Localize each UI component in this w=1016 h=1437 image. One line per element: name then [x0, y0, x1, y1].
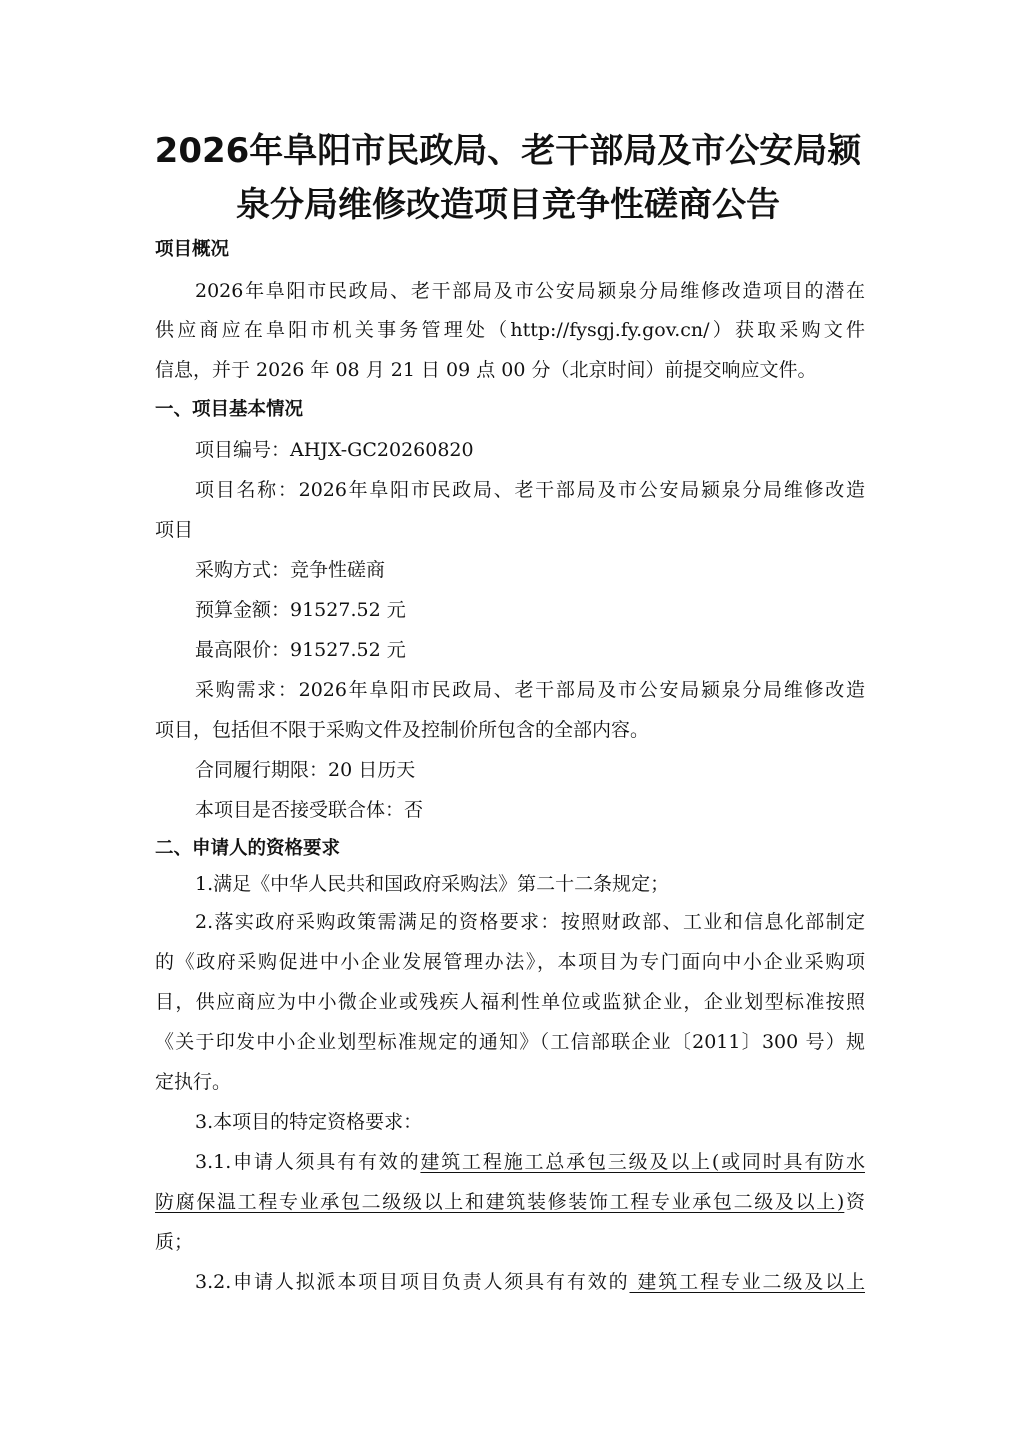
qualification-item-2-line-5: 定执行。 [155, 1071, 232, 1093]
project-number: 项目编号：AHJX-GC20260820 [195, 439, 474, 461]
qualification-item-3-1-line-2 [155, 1188, 865, 1216]
document-title-line-2: 泉分局维修改造项目竞争性磋商公告 [236, 185, 780, 225]
procurement-requirement-line-2: 项目，包括但不限于采购文件及控制价所包含的全部内容。 [155, 719, 650, 741]
qualification-item-3: 3.本项目的特定资格要求： [195, 1111, 423, 1133]
section-1-heading: 一、项目基本情况 [155, 399, 304, 420]
contract-period: 合同履行期限：20 日历天 [195, 759, 416, 781]
qualification-item-2-line-4: 《关于印发中小企业划型标准规定的通知》（工信部联企业〔2011〕300 号）规 [155, 1031, 865, 1053]
project-name-line-1: 项目名称：2026年阜阳市民政局、老干部局及市公安局颍泉分局维修改造 [195, 479, 865, 501]
qualification-item-3-1-line-3: 质； [155, 1231, 194, 1253]
consortium-accepted: 本项目是否接受联合体：否 [195, 799, 424, 821]
procurement-requirement-line-1: 采购需求：2026年阜阳市民政局、老干部局及市公安局颍泉分局维修改造 [195, 679, 865, 701]
qualification-item-1: 1.满足《中华人民共和国政府采购法》第二十二条规定； [195, 873, 670, 895]
overview-paragraph-line-1: 2026年阜阳市民政局、老干部局及市公安局颍泉分局维修改造项目的潜在 [195, 280, 865, 302]
qualification-item-3-1-prefix: 3.1.申请人须具有有效的 [195, 1151, 421, 1173]
section-2-heading: 二、申请人的资格要求 [155, 838, 341, 859]
qualification-item-3-2-line-1 [195, 1268, 865, 1296]
overview-paragraph-line-2: 供应商应在阜阳市机关事务管理处（http://fysgj.fy.gov.cn/）获取采购文件 [155, 319, 865, 341]
qualification-item-3-1-underlined-2: 防腐保温工程专业承包二级级以上和建筑装修装饰工程专业承包二级及以上) [155, 1191, 845, 1213]
overview-heading: 项目概况 [155, 239, 230, 260]
qualification-item-3-2-underlined: 建筑工程专业二级及以上 [629, 1271, 865, 1293]
qualification-item-3-1-underlined-1: 建筑工程施工总承包三级及以上(或同时具有防水 [420, 1151, 865, 1173]
overview-paragraph-line-3: 信息，并于 2026 年 08 月 21 日 09 点 00 分（北京时间）前提交响应文件。 [155, 359, 817, 381]
procurement-method: 采购方式：竞争性磋商 [195, 559, 386, 581]
document-title-line-1: 2026年阜阳市民政局、老干部局及市公安局颍 [154, 131, 862, 171]
qualification-item-3-2-prefix: 3.2.申请人拟派本项目项目负责人须具有有效的 [195, 1271, 630, 1293]
qualification-item-3-1-suffix: 资 [844, 1191, 865, 1213]
maximum-price: 最高限价：91527.52 元 [195, 639, 406, 661]
qualification-item-3-1-line-1 [195, 1148, 865, 1176]
qualification-item-2-line-3: 目，供应商应为中小微企业或残疾人福利性单位或监狱企业，企业划型标准按照 [155, 991, 865, 1013]
budget-amount: 预算金额：91527.52 元 [195, 599, 406, 621]
qualification-item-2-line-2: 的《政府采购促进中小企业发展管理办法》，本项目为专门面向中小企业采购项 [155, 951, 865, 973]
project-name-line-2: 项目 [155, 519, 194, 541]
qualification-item-2-line-1: 2.落实政府采购政策需满足的资格要求：按照财政部、工业和信息化部制定 [195, 911, 865, 933]
